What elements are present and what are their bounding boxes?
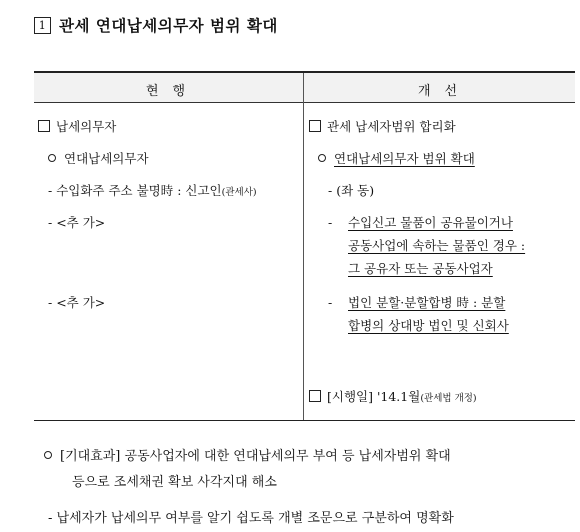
improved-line-2a: 수입신고 물품이 공유물이거나 bbox=[348, 215, 513, 230]
checkbox-square-icon bbox=[309, 390, 321, 402]
current-line-1-text: - 수입화주 주소 불명時 : 신고인 bbox=[48, 183, 222, 198]
effective-date-row bbox=[309, 387, 477, 409]
improved-line-3a: 법인 분할·분할합병 時 : 분할 bbox=[348, 295, 506, 310]
effects-line-3: - 납세자가 납세의무 여부를 알기 쉽도록 개별 조문으로 구분하여 명확화 bbox=[48, 511, 454, 526]
current-item-title: 납세의무자 bbox=[56, 119, 117, 134]
checkbox-square-icon bbox=[309, 120, 321, 132]
current-item bbox=[38, 117, 116, 137]
header-improved: 개선 bbox=[418, 84, 472, 99]
table-header bbox=[34, 73, 575, 103]
effective-date: '14.1월 bbox=[376, 389, 421, 404]
improved-line-2c: 그 공유자 또는 공동사업자 bbox=[348, 261, 493, 276]
column-divider bbox=[303, 73, 304, 420]
section-number: 1 bbox=[34, 17, 51, 34]
improved-sub bbox=[318, 149, 475, 169]
circle-bullet-icon bbox=[318, 154, 326, 162]
circle-bullet-icon bbox=[48, 154, 56, 162]
checkbox-square-icon bbox=[38, 120, 50, 132]
section-heading bbox=[34, 14, 278, 36]
effects-line-1 bbox=[44, 446, 451, 468]
improved-item-title: 관세 납세자범위 합리화 bbox=[327, 119, 456, 134]
comparison-table bbox=[34, 71, 575, 421]
improved-item bbox=[309, 117, 456, 137]
improved-line-2-dash: - bbox=[328, 215, 333, 230]
current-sub bbox=[48, 149, 149, 169]
improved-line-3b: 합병의 상대방 법인 및 신회사 bbox=[348, 318, 509, 333]
section-title: 관세 연대납세의무자 범위 확대 bbox=[59, 17, 278, 35]
circle-bullet-icon bbox=[44, 451, 52, 459]
effects-label: [기대효과] bbox=[60, 449, 121, 464]
effective-note: (관세법 개정) bbox=[420, 393, 477, 404]
improved-sub-title: 연대납세의무자 범위 확대 bbox=[334, 151, 475, 166]
current-line-1-note: (관세사) bbox=[221, 187, 257, 198]
current-line-2: - <추 가> bbox=[48, 215, 106, 230]
header-current: 현행 bbox=[146, 84, 200, 99]
improved-line-1: - (좌 동) bbox=[328, 183, 375, 198]
current-line-3: - <추 가> bbox=[48, 295, 106, 310]
improved-line-2b: 공동사업에 속하는 물품인 경우 : bbox=[348, 238, 526, 253]
current-sub-title: 연대납세의무자 bbox=[64, 151, 149, 166]
improved-line-3-dash: - bbox=[328, 295, 333, 310]
effective-label: [시행일] bbox=[327, 389, 373, 404]
effects-line-1-text: 공동사업자에 대한 연대납세의무 부여 등 납세자범위 확대 bbox=[124, 449, 451, 464]
effects-line-2: 등으로 조세채권 확보 사각지대 해소 bbox=[72, 475, 277, 490]
current-line-1 bbox=[48, 181, 257, 203]
